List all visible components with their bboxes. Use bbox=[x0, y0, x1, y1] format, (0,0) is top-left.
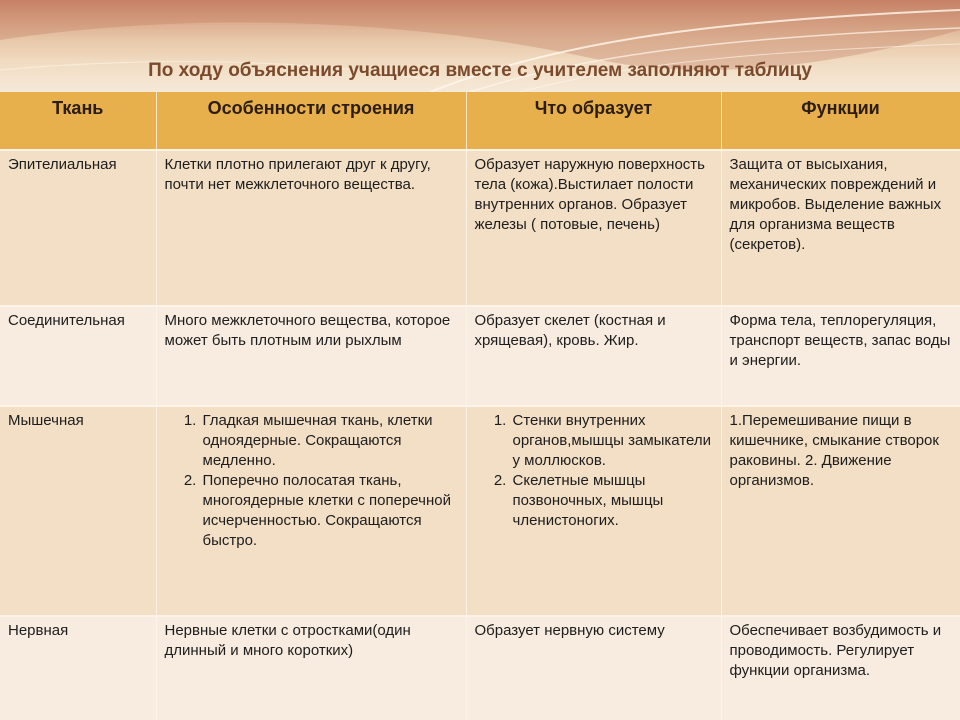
list-item: 2. Поперечно полосатая ткань, многоядерные клетки с поперечной исчерченностью. Сокращаются быстро. bbox=[201, 471, 458, 551]
structure-cell: Много межклеточного вещества, которое может быть плотным или рыхлым bbox=[156, 306, 466, 406]
functions-cell: Обеспечивает возбудимость и проводимость. Регулирует функции организма. bbox=[721, 616, 960, 720]
tissue-name-cell: Эпителиальная bbox=[0, 150, 156, 306]
structure-cell: Клетки плотно прилегают друг к другу, почти нет межклеточного вещества. bbox=[156, 150, 466, 306]
structure-cell: Нервные клетки с отростками(один длинный и много коротких) bbox=[156, 616, 466, 720]
tissue-name-cell: Соединительная bbox=[0, 306, 156, 406]
structure-cell bbox=[156, 406, 466, 616]
forms-cell: Образует скелет (костная и хрящевая), кровь. Жир. bbox=[466, 306, 721, 406]
header-cell-functions: Функции bbox=[721, 92, 960, 150]
header-row bbox=[0, 92, 960, 150]
table-row bbox=[0, 616, 960, 720]
header-cell-structure: Особенности строения bbox=[156, 92, 466, 150]
tissue-table bbox=[0, 92, 960, 720]
table-row bbox=[0, 150, 960, 306]
functions-cell: Защита от высыхания, механических повреждений и микробов. Выделение важных для организма веществ (секретов). bbox=[721, 150, 960, 306]
forms-cell: Образует наружную поверхность тела (кожа).Выстилает полости внутренних органов. Образует железы ( потовые, печень) bbox=[466, 150, 721, 306]
header-cell-forms: Что образует bbox=[466, 92, 721, 150]
functions-cell: Форма тела, теплорегуляция, транспорт веществ, запас воды и энергии. bbox=[721, 306, 960, 406]
header-cell-tissue: Ткань bbox=[0, 92, 156, 150]
list-item: 1. Стенки внутренних органов,мышцы замыкатели у моллюсков. bbox=[511, 411, 713, 471]
structure-list bbox=[165, 411, 458, 551]
page-title: По ходу объяснения учащиеся вместе с учителем заполняют таблицу bbox=[148, 60, 812, 81]
table-row bbox=[0, 306, 960, 406]
table-row bbox=[0, 406, 960, 616]
functions-cell: 1.Перемешивание пищи в кишечнике, смыкание створок раковины. 2. Движение организмов. bbox=[721, 406, 960, 616]
tissue-name-cell: Мышечная bbox=[0, 406, 156, 616]
forms-list bbox=[475, 411, 713, 531]
forms-cell: Образует нервную систему bbox=[466, 616, 721, 720]
list-item: 2. Скелетные мышцы позвоночных, мышцы членистоногих. bbox=[511, 471, 713, 531]
list-item: 1. Гладкая мышечная ткань, клетки одноядерные. Сокращаются медленно. bbox=[201, 411, 458, 471]
tissue-name-cell: Нервная bbox=[0, 616, 156, 720]
forms-cell bbox=[466, 406, 721, 616]
